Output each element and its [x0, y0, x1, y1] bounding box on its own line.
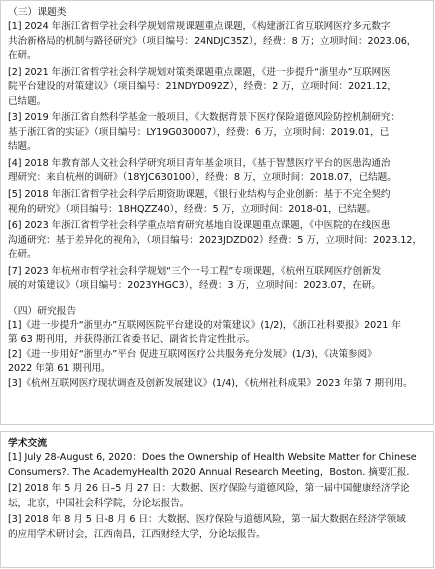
topic-entry-line: [6] 2023 年浙江省哲学社会科学重点培育研究基地自设课题重点课题，《中医院的在线医患: [8, 220, 391, 232]
exchange-entry-1: [8, 451, 427, 480]
report-entry-1: [8, 319, 427, 348]
report-entry-line: [1]《进一步提升“浙里办”互联网医院平台建设的对策建议》(1/2)，《浙江社科要报》2021 年: [8, 319, 401, 331]
topic-entry-line: 院平台建设的对策建议》（项目编号：21NDYD092Z），经费：2 万，立项时间：2021.12，: [8, 81, 397, 93]
report-entry-line: 第 63 期刊用，并获得浙江省委书记、副省长肯定性批示。: [8, 334, 256, 346]
topic-entry-2: [8, 66, 427, 110]
topic-entry-line: [3] 2019 年浙江省自然科学基金一般项目，《大数据背景下医疗保险道德风险防控机制研究：: [8, 112, 400, 124]
exchange-entry-line: 坛，北京，中国社会科学院，分论坛报告。: [8, 497, 190, 509]
topic-entry-line: 基于浙江省的实证》（项目编号：LY19G030007），经费：6 万，立项时间：2019.01，已: [8, 126, 390, 138]
topic-entry-line: [2] 2021 年浙江省哲学社会科学规划对策类课题重点课题，《进一步提升“浙里办”互联网医: [8, 66, 391, 78]
report-entry-3: [8, 377, 427, 392]
report-entry-line: 2022 年第 61 期刊用。: [8, 363, 111, 375]
topic-entry-1: [8, 20, 427, 64]
report-entry-2: [8, 348, 427, 377]
topic-entry-line: 展的对策建议》（项目编号：2023YHGC3），经费：3 万，立项时间：2023.07，在研。: [8, 280, 381, 292]
exchange-entry-line: [2] 2018 年 5 月 26 日–5 月 27 日：大数据、医疗保险与道德风险，第一届中国健康经济学论: [8, 483, 410, 495]
report-entry-line: [2]《进一步用好“浙里办”平台 促进互联网医疗公共服务充分发展》(1/3)，《决策参阅》: [8, 348, 377, 360]
report-entry-line: [3]《杭州互联网医疗现状调查及创新发展建议》(1/4)，《杭州社科成果》2023 年第 7 期刊用。: [8, 378, 413, 390]
topic-entry-line: [4] 2018 年教育部人文社会科学研究项目青年基金项目，《基于智慧医疗平台的医患沟通治: [8, 157, 391, 169]
exchange-section-heading: 学术交流: [8, 438, 47, 449]
topic-entry-line: [5] 2018 年浙江省哲学社会科学后期资助课题，《银行业结构与企业创新：基于不完全契约: [8, 189, 391, 201]
topic-entry-line: 沟通研究：基于差异化的视角》，（项目编号：2023JDZD02）经费：5 万，立项时间：2023.12，: [8, 234, 423, 246]
topic-entry-line: 在研。: [8, 249, 37, 261]
topic-entry-line: [1] 2024 年浙江省哲学社会科学规划常规课题重点课题，《构建浙江省互联网医疗多元数字: [8, 21, 391, 32]
topic-entry-6: [8, 219, 427, 263]
topic-entry-line: 视角的研究》（项目编号：18HQZZ40），经费：5 万，立项时间：2018-01，已结题。: [8, 203, 376, 215]
topic-entry-line: 理研究：来自杭州的调研》（18YJC630100），经费：8 万，立项时间：2018.07，已结题。: [8, 172, 397, 184]
exchange-entry-2: [8, 482, 427, 511]
exchange-entry-3: [8, 513, 427, 542]
academic-exchange-panel: [0, 431, 434, 568]
topic-entry-7: [8, 265, 427, 294]
exchange-entry-line: [3] 2018 年 8 月 5 日-8 月 6 日：大数据、医疗保险与道德风险，第一届大数据在经济学领域: [8, 514, 406, 526]
topic-entry-line: [7] 2023 年杭州市哲学社会科学规划“三个一号工程”专项课题，《杭州互联网医疗创新发: [8, 265, 382, 277]
topic-section-heading: （三）课题类: [8, 7, 67, 18]
topic-entry-5: [8, 188, 427, 217]
topic-entry-3: [8, 111, 427, 155]
topic-entry-4: [8, 157, 427, 186]
topic-entry-line: 已结题。: [8, 95, 47, 107]
topic-entry-line: 共治新格局的机制与路径研究》（项目编号：24NDJC35Z），经费：8 万；立项时间：2023.06，: [8, 35, 417, 47]
exchange-entry-line: [1] July 28-August 6, 2020：Does the Ownership of Health Website Matter for Chinese: [8, 452, 417, 463]
report-section-heading: （四）研究报告: [8, 305, 77, 317]
exchange-entry-line: Consumers?. The AcademyHealth 2020 Annual Research Meeting，Boston. 摘要汇报.: [8, 466, 410, 478]
topic-entry-line: 结题。: [8, 141, 37, 153]
topic-entry-line: 在研。: [8, 50, 37, 62]
exchange-entry-line: 的应用学术研讨会，江西南昌，江西财经大学，分论坛报告。: [8, 528, 266, 540]
